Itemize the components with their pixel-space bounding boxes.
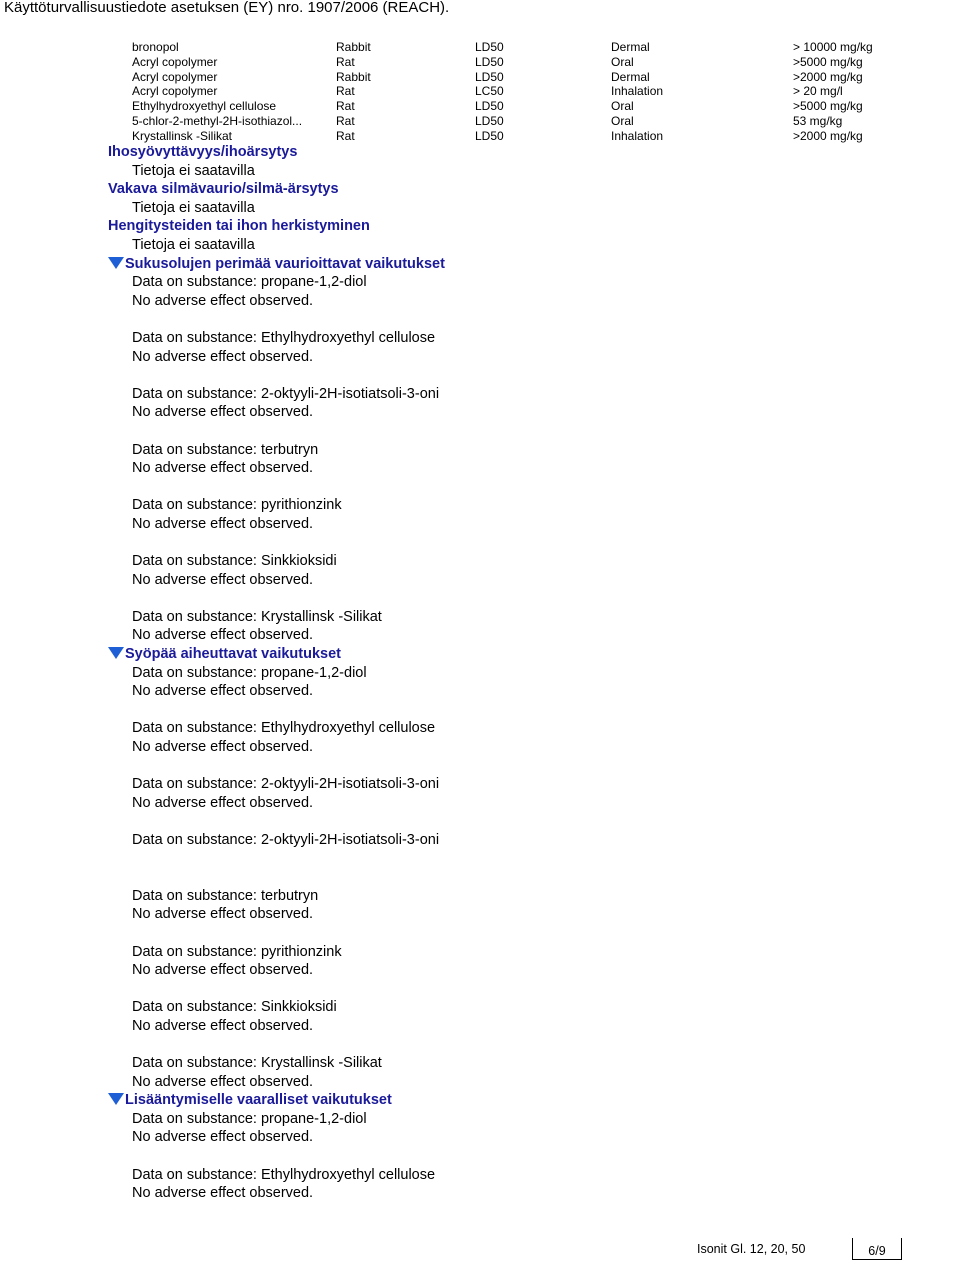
section-text-line: No adverse effect observed. <box>132 1185 314 1202</box>
section-text-line: No adverse effect observed. <box>132 1017 314 1034</box>
table-cell-route: Dermal <box>611 69 650 84</box>
section-text-line: Data on substance: terbutryn <box>132 887 319 904</box>
table-cell-value: >5000 mg/kg <box>793 99 863 114</box>
section-text-line: Data on substance: Ethylhydroxyethyl cellulose <box>132 1166 436 1183</box>
section-heading-text: Syöpää aiheuttavat vaikutukset <box>125 646 341 663</box>
section-text-line: Data on substance: propane-1,2-diol <box>132 1110 367 1127</box>
spacer <box>108 589 445 608</box>
section-text-line: Data on substance: Ethylhydroxyethyl cellulose <box>132 329 436 346</box>
section-text-line: No adverse effect observed. <box>132 962 314 979</box>
spacer <box>108 868 445 887</box>
table-cell-type: LD50 <box>475 128 504 143</box>
table-cell-route: Oral <box>611 99 634 114</box>
spacer <box>108 850 445 869</box>
table-cell-type: LD50 <box>475 40 504 54</box>
section-text-line: No adverse effect observed. <box>132 739 314 755</box>
document-title: Käyttöturvallisuustiedote asetuksen (EY) nro. 1907/2006 (REACH). <box>4 0 450 16</box>
table-cell-type: LD50 <box>475 54 504 69</box>
table-cell-value: 53 mg/kg <box>793 113 843 128</box>
table-cell-substance: Krystallinsk -Silikat <box>132 128 233 143</box>
section-text-line: No adverse effect observed. <box>132 515 314 532</box>
spacer <box>108 478 445 497</box>
section-text-line: No adverse effect observed. <box>132 683 314 700</box>
section-text-line: Data on substance: Krystallinsk -Silikat <box>132 608 382 625</box>
spacer <box>108 533 445 552</box>
section-heading <box>108 217 445 236</box>
table-cell-species: Rat <box>336 54 355 69</box>
section-text-line: Data on substance: pyrithionzink <box>132 943 342 960</box>
section-text-line: No adverse effect observed. <box>132 627 314 644</box>
section-heading <box>108 255 445 274</box>
spacer <box>108 422 445 441</box>
section-text-line: Data on substance: propane-1,2-diol <box>132 664 367 681</box>
section-text-line: No adverse effect observed. <box>132 1129 314 1146</box>
table-cell-route: Dermal <box>611 40 650 54</box>
section-text-line: Data on substance: terbutryn <box>132 441 319 458</box>
section-text-line: No adverse effect observed. <box>132 460 314 477</box>
table-cell-species: Rabbit <box>336 40 371 54</box>
table-cell-type: LC50 <box>475 84 504 99</box>
section-text-line: Tietoja ei saatavilla <box>132 236 255 253</box>
section-heading <box>108 645 445 664</box>
table-cell-substance: 5-chlor-2-methyl-2H-isothiazol... <box>132 113 303 128</box>
triangle-down-icon <box>108 1093 124 1105</box>
table-cell-species: Rat <box>336 113 355 128</box>
section-heading-text: Ihosyövyttävyys/ihoärsytys <box>108 144 298 160</box>
section-text-line: Data on substance: Sinkkioksidi <box>132 553 337 570</box>
table-cell-type: LD50 <box>475 113 504 128</box>
spacer <box>108 812 445 831</box>
section-text-line: Data on substance: pyrithionzink <box>132 497 342 514</box>
section-heading <box>108 1091 445 1110</box>
spacer <box>108 1147 445 1166</box>
section-heading-text: Sukusolujen perimää vaurioittavat vaikutukset <box>125 255 445 272</box>
table-cell-type: LD50 <box>475 69 504 84</box>
section-text-line: Data on substance: Ethylhydroxyethyl cellulose <box>132 720 436 737</box>
table-cell-substance: bronopol <box>132 40 179 54</box>
table-cell-species: Rat <box>336 99 355 114</box>
section-text-line: Data on substance: propane-1,2-diol <box>132 274 367 291</box>
triangle-down-icon <box>108 257 124 269</box>
spacer <box>108 701 445 720</box>
section-text-line: No adverse effect observed. <box>132 571 314 588</box>
table-cell-route: Oral <box>611 113 634 128</box>
section-text-line: No adverse effect observed. <box>132 1073 314 1090</box>
section-text-line: Tietoja ei saatavilla <box>132 162 255 179</box>
table-cell-value: >5000 mg/kg <box>793 54 863 69</box>
section-text-line: Data on substance: Sinkkioksidi <box>132 999 337 1016</box>
table-cell-substance: Acryl copolymer <box>132 54 218 69</box>
table-cell-value: > 10000 mg/kg <box>793 40 873 54</box>
table-cell-route: Inhalation <box>611 84 664 99</box>
table-cell-route: Inhalation <box>611 128 664 143</box>
table-cell-substance: Ethylhydroxyethyl cellulose <box>132 99 277 114</box>
section-heading-text: Hengitysteiden tai ihon herkistyminen <box>108 218 370 235</box>
section-text-line: No adverse effect observed. <box>132 404 314 421</box>
section-heading <box>108 143 445 162</box>
section-text-line: No adverse effect observed. <box>132 292 314 309</box>
table-cell-species: Rat <box>336 128 355 143</box>
spacer <box>108 1036 445 1055</box>
table-cell-species: Rat <box>336 84 355 99</box>
table-cell-value: >2000 mg/kg <box>793 128 863 143</box>
footer-page-number: 6/9 <box>852 1238 902 1260</box>
section-heading-text: Lisääntymiselle vaaralliset vaikutukset <box>125 1092 392 1109</box>
section-text-line: Tietoja ei saatavilla <box>132 199 255 216</box>
table-cell-value: > 20 mg/l <box>793 84 843 99</box>
section-text-line: Data on substance: 2-oktyyli-2H-isotiatsoli-3-oni <box>132 831 440 848</box>
table-cell-route: Oral <box>611 54 634 69</box>
spacer <box>108 980 445 999</box>
section-text-line: Data on substance: Krystallinsk -Silikat <box>132 1055 382 1072</box>
table-cell-substance: Acryl copolymer <box>132 69 218 84</box>
spacer <box>108 757 445 776</box>
section-text-line: No adverse effect observed. <box>132 348 314 365</box>
toxicology-sections <box>108 143 445 1203</box>
spacer <box>108 924 445 943</box>
table-cell-substance: Acryl copolymer <box>132 84 218 99</box>
section-heading <box>108 180 445 199</box>
section-text-line: No adverse effect observed. <box>132 906 314 923</box>
section-text-line: Data on substance: 2-oktyyli-2H-isotiatsoli-3-oni <box>132 776 440 793</box>
spacer <box>108 310 445 329</box>
table-cell-species: Rabbit <box>336 69 371 84</box>
table-cell-type: LD50 <box>475 99 504 114</box>
section-text-line: No adverse effect observed. <box>132 794 314 811</box>
section-heading-text: Vakava silmävaurio/silmä-ärsytys <box>108 181 339 198</box>
section-text-line: Data on substance: 2-oktyyli-2H-isotiatsoli-3-oni <box>132 385 440 402</box>
triangle-down-icon <box>108 647 124 659</box>
table-cell-value: >2000 mg/kg <box>793 69 863 84</box>
spacer <box>108 366 445 385</box>
footer-document-reference: Isonit Gl. 12, 20, 50 <box>697 1242 806 1256</box>
